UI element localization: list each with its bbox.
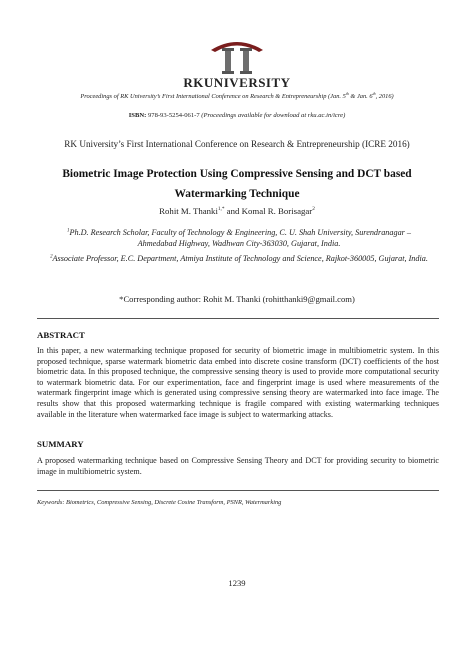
affiliation-2-text: Associate Professor, E.C. Department, Atmiya Institute of Technology and Science, Rajkot-360005, Gujarat, India. [52,254,428,263]
conference-name: RK University’s First International Conference on Research & Entrepreneurship (ICRE 2016) [64,139,410,149]
affiliation-1-marker: 1 [66,228,70,234]
abstract-text: In this paper, a new watermarking technique proposed for security of biometric image in multibiometric system. In this proposed technique, sparse watermark biometric data embed into discrete cosine transform (DCT) coefficients of the host biometric data. In this proposed technique, the compressive sensing theory is used to provide more computational security to watermark biometric data. For our experimentation, face and fingerprint image is used where measurements of the watermark fingerprint image which is generated using compressive sensing theory are watermarked into face image. The results show that this proposed watermarking technique is fragile compared with existing watermarking techniques available in the literature when watermarked face image is subject to watermarking attacks. [37,346,439,419]
logo-wordmark: RKUNIVERSITY [183,75,291,90]
summary-text: A proposed watermarking technique based on Compressive Sensing Theory and DCT for providing security to biometric image in multibiometric system. [37,456,439,476]
summary-heading: SUMMARY [37,439,84,449]
author-1: Rohit M. Thanki [159,206,218,216]
paper-title-line-2: Watermarking Technique [174,188,300,200]
keywords: Keywords: Biometrics, Compressive Sensing, Discrete Cosine Transform, PSNR, Watermarking [37,499,282,506]
authors-line [20,206,454,216]
affiliation-1 [48,227,430,249]
authors-and: and [224,206,242,216]
author-1-marker: 1,* [217,206,225,213]
divider-bottom [37,490,439,491]
paper-title-line-1: Biometric Image Protection Using Compressive Sensing and DCT based [62,168,412,180]
author-2: Komal R. Borisagar [241,206,313,216]
isbn-label: ISBN: [128,112,147,119]
abstract-heading: ABSTRACT [37,330,85,340]
isbn-note: (Proceedings available for download at rku.ac.in/icre) [201,112,346,119]
affiliation-2-marker: 2 [50,254,53,260]
affiliation-1-text: Ph.D. Research Scholar, Faculty of Technology & Engineering, C. U. Shah University, Surendranagar – Ahmedabad Highway, Wadhwan City-363030, Gujarat, India. [69,228,411,248]
proceedings-line: Proceedings of RK University’s First International Conference on Research & Entrepreneurship (Jan. 5th & Jan. 6th, 2016) [80,91,394,100]
divider-top [37,318,439,319]
paper-title [40,164,434,204]
isbn-value: 978-93-5254-061-7 [147,112,200,119]
isbn-line [20,112,454,119]
author-2-marker: 2 [312,206,315,213]
page-number: 1239 [228,578,246,588]
corresponding-author: *Corresponding author: Rohit M. Thanki (rohitthanki9@gmail.com) [119,294,355,304]
affiliation-2 [48,253,430,264]
